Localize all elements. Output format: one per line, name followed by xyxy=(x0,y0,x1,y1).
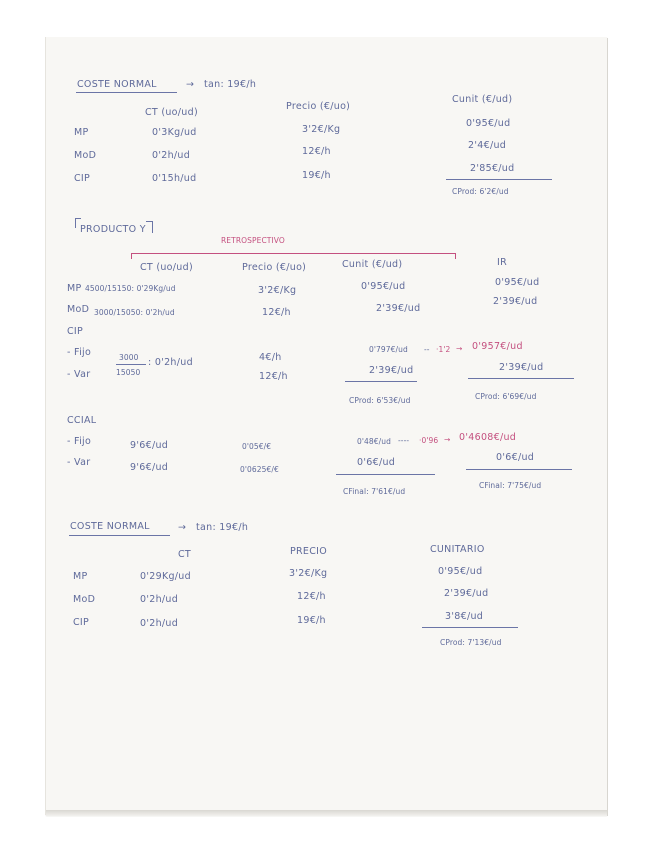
mod-ct: 3000/15050: 0'2h/ud xyxy=(94,308,175,317)
section1-row-label: CIP xyxy=(74,173,91,184)
ccial-fijo-factor: ·0'96 xyxy=(419,436,439,445)
section3-title-underline xyxy=(69,535,170,536)
mp-ir: 0'95€/ud xyxy=(495,277,540,288)
section3-row-label: MP xyxy=(73,571,88,582)
retrospectivo-bracket xyxy=(131,253,456,254)
mod-ir: 2'39€/ud xyxy=(493,296,538,307)
section1-total: CProd: 6'2€/ud xyxy=(452,187,509,196)
section3-header-ct: CT xyxy=(178,549,192,560)
fijo-ct: : 0'2h/ud xyxy=(148,357,193,368)
section1-row-cunit: 2'85€/ud xyxy=(470,163,515,174)
fijo-precio: 4€/h xyxy=(259,352,282,363)
cfinal-total: CFinal: 7'61€/ud xyxy=(343,487,406,496)
var-ir: 2'39€/ud xyxy=(499,362,544,373)
section3-row-ct: 0'2h/ud xyxy=(140,618,179,629)
section1-row-precio: 12€/h xyxy=(302,146,331,157)
section1-rate: tan: 19€/h xyxy=(204,79,257,90)
mod-precio: 12€/h xyxy=(262,307,291,318)
title-bracket-right xyxy=(152,221,153,233)
section1-row-label: MP xyxy=(74,127,89,138)
section3-row-ct: 0'29Kg/ud xyxy=(140,571,191,582)
ccial-label: CCIAL xyxy=(67,415,97,426)
section2-header-ct: CT (uo/ud) xyxy=(140,262,193,273)
cprod-ir-line xyxy=(468,378,574,379)
section2-title: PRODUCTO Y xyxy=(80,224,146,235)
fijo-arrow-dash: -- xyxy=(424,345,430,354)
section1-title-underline xyxy=(76,92,177,93)
section1-header-cunit: Cunit (€/ud) xyxy=(452,94,513,105)
var-precio: 12€/h xyxy=(259,371,288,382)
section1-row-ct: 0'3Kg/ud xyxy=(152,127,197,138)
section1-row-precio: 3'2€/Kg xyxy=(302,124,341,135)
cprod-line xyxy=(345,381,417,382)
fijo-label: - Fijo xyxy=(67,347,92,358)
ccial-var-cunit: 0'6€/ud xyxy=(357,457,396,468)
section1-row-precio: 19€/h xyxy=(302,170,331,181)
fijo-frac-line xyxy=(116,364,146,365)
section3-row-cunit: 3'8€/ud xyxy=(445,611,484,622)
ccial-var-precio: 0'0625€/€ xyxy=(240,465,279,474)
section2-header-precio: Precio (€/uo) xyxy=(242,262,307,273)
ccial-fijo-ir: 0'4608€/ud xyxy=(459,432,517,443)
mod-cunit: 2'39€/ud xyxy=(376,303,421,314)
ccial-fijo-arrow-icon: → xyxy=(444,435,451,444)
section1-row-ct: 0'15h/ud xyxy=(152,173,197,184)
section3-row-cunit: 0'95€/ud xyxy=(438,566,483,577)
ccial-var-ct: 9'6€/ud xyxy=(130,462,169,473)
fijo-cunit: 0'797€/ud xyxy=(369,345,408,354)
mp-cunit: 0'95€/ud xyxy=(361,281,406,292)
title-bracket-top-right xyxy=(146,221,152,222)
ccial-fijo-arrow-dash: ---- xyxy=(398,436,410,445)
section1-row-ct: 0'2h/ud xyxy=(152,150,191,161)
fijo-ir: 0'957€/ud xyxy=(472,341,523,352)
section1-row-cunit: 0'95€/ud xyxy=(466,118,511,129)
section3-total: CProd: 7'13€/ud xyxy=(440,638,502,647)
retrospectivo-tick-left xyxy=(131,253,132,259)
section3-row-ct: 0'2h/ud xyxy=(140,594,179,605)
cip-label: CIP xyxy=(67,326,84,337)
title-bracket-left xyxy=(75,218,76,228)
section3-row-precio: 12€/h xyxy=(297,591,326,602)
ccial-var-ir: 0'6€/ud xyxy=(496,452,535,463)
mp-ct: 4500/15150: 0'29Kg/ud xyxy=(85,284,176,293)
section1-row-cunit: 2'4€/ud xyxy=(468,140,507,151)
cprod-ir-total: CProd: 6'69€/ud xyxy=(475,392,537,401)
cfinal-ir-total: CFinal: 7'75€/ud xyxy=(479,481,542,490)
var-cunit: 2'39€/ud xyxy=(369,365,414,376)
ccial-fijo-ct: 9'6€/ud xyxy=(130,440,169,451)
section1-title: COSTE NORMAL xyxy=(77,79,157,90)
cfinal-line xyxy=(336,474,435,475)
section3-row-precio: 19€/h xyxy=(297,615,326,626)
section2-header-ir: IR xyxy=(497,257,508,268)
section1-header-precio: Precio (€/uo) xyxy=(286,101,351,112)
section1-total-line xyxy=(446,179,552,180)
cprod-total: CProd: 6'53€/ud xyxy=(349,396,411,405)
mp-label: MP xyxy=(67,283,82,294)
retrospectivo-tick-right xyxy=(455,253,456,259)
section3-row-cunit: 2'39€/ud xyxy=(444,588,489,599)
mp-precio: 3'2€/Kg xyxy=(258,285,297,296)
scan-shadow xyxy=(46,810,607,816)
section1-header-ct: CT (uo/ud) xyxy=(145,107,198,118)
section3-header-precio: PRECIO xyxy=(290,546,328,557)
ccial-fijo-precio: 0'05€/€ xyxy=(242,442,272,451)
fijo-arrow-icon: → xyxy=(456,344,463,353)
mod-label: MoD xyxy=(67,304,90,315)
fijo-frac-num: 3000 xyxy=(119,353,139,362)
section3-header-cunit: CUNITARIO xyxy=(430,544,485,555)
title-bracket-top-left xyxy=(75,218,81,219)
section3-rate: tan: 19€/h xyxy=(196,522,249,533)
section3-row-label: MoD xyxy=(73,594,96,605)
section3-arrow: → xyxy=(178,522,187,533)
section3-total-line xyxy=(422,627,518,628)
cfinal-ir-line xyxy=(466,469,572,470)
section3-title: COSTE NORMAL xyxy=(70,521,150,532)
section1-row-label: MoD xyxy=(74,150,97,161)
section3-row-precio: 3'2€/Kg xyxy=(289,568,328,579)
section1-arrow: → xyxy=(186,79,195,90)
ccial-fijo-cunit: 0'48€/ud xyxy=(357,437,391,446)
var-label: - Var xyxy=(67,369,91,380)
fijo-factor: ·1'2 xyxy=(436,345,451,354)
ccial-fijo-label: - Fijo xyxy=(67,436,92,447)
section2-header-cunit: Cunit (€/ud) xyxy=(342,259,403,270)
fijo-frac-den: 15050 xyxy=(116,368,141,377)
retrospectivo-label: RETROSPECTIVO xyxy=(221,236,285,245)
section3-row-label: CIP xyxy=(73,617,90,628)
ccial-var-label: - Var xyxy=(67,457,91,468)
